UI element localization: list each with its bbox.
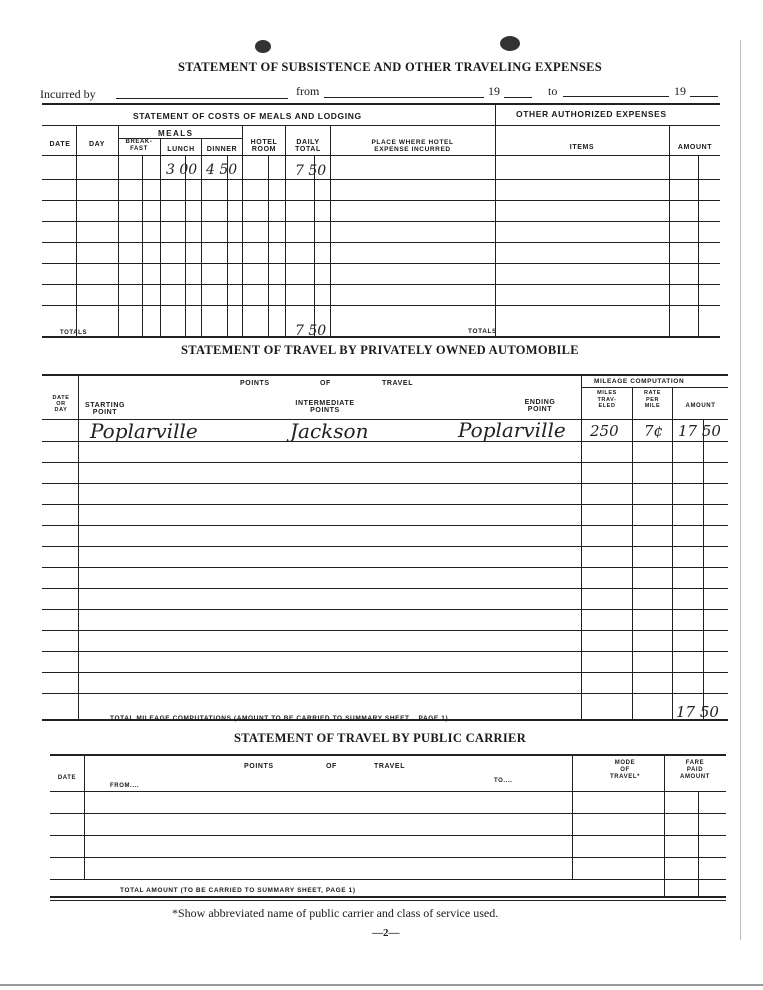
- other-expenses-title: OTHER AUTHORIZED EXPENSES: [516, 109, 667, 119]
- pc-col-mode: MODE OF TRAVEL*: [609, 760, 641, 780]
- pc-col-from: FROM....: [110, 783, 140, 789]
- scan-edge-right: [740, 40, 741, 940]
- ending-point-value: Poplarville: [458, 418, 566, 442]
- public-section-title: STATEMENT OF TRAVEL BY PUBLIC CARRIER: [233, 731, 527, 745]
- incurred-by-label: Incurred by: [40, 87, 96, 101]
- col-hotel-room: HOTEL ROOM: [250, 139, 278, 153]
- col-amount: AMOUNT: [677, 144, 713, 151]
- auto-amount-value: 17 50: [678, 422, 721, 440]
- col-day: DAY: [89, 141, 105, 148]
- auto-section-title: STATEMENT OF TRAVEL BY PRIVATELY OWNED AUTOMOBILE: [181, 343, 579, 357]
- to-label: to: [548, 84, 558, 98]
- page-number: —2—: [372, 927, 400, 939]
- from-label: from: [296, 84, 320, 98]
- mileage-computation-label: MILEAGE COMPUTATION: [594, 378, 685, 385]
- form-title: STATEMENT OF SUBSISTENCE AND OTHER TRAVELING EXPENSES: [177, 60, 603, 74]
- col-items: ITEMS: [569, 144, 595, 151]
- col-dinner: DINNER: [206, 146, 238, 153]
- of-label: OF: [320, 380, 331, 387]
- col-place: PLACE WHERE HOTEL EXPENSE INCURRED: [371, 139, 454, 153]
- points-label: POINTS: [240, 380, 270, 387]
- total-mileage-value: 17 50: [676, 703, 719, 721]
- pc-of-label: OF: [326, 763, 337, 770]
- totals-value: 7 50: [295, 323, 327, 339]
- totals-label: TOTALS: [60, 330, 88, 336]
- pc-col-to: TO....: [494, 778, 513, 784]
- col-breakfast: BREAK- FAST: [125, 139, 153, 152]
- rate-value: 7¢: [644, 422, 664, 440]
- meals-group-label: MEALS: [158, 129, 194, 138]
- total-mileage-label: TOTAL MILEAGE COMPUTATIONS (AMOUNT TO BE CARRIED TO SUMMARY SHEET....PAGE 1): [110, 715, 449, 722]
- auto-col-ending: ENDING POINT: [524, 399, 556, 413]
- pc-points-label: POINTS: [244, 763, 274, 770]
- pc-travel-label: TRAVEL: [374, 763, 406, 770]
- stamp-mark-left: [255, 40, 271, 53]
- auto-col-starting: STARTING POINT: [84, 402, 126, 416]
- col-date: DATE: [49, 141, 71, 148]
- lunch-value: 3 00: [166, 162, 198, 178]
- footer-note: *Show abbreviated name of public carrier and class of service used.: [172, 906, 499, 920]
- pc-col-fare: FARE PAID AMOUNT: [680, 760, 710, 780]
- dinner-value: 4 50: [206, 162, 238, 178]
- travel-label: TRAVEL: [382, 380, 414, 387]
- scan-edge-bottom: [0, 984, 763, 986]
- daily-total-value: 7 50: [295, 163, 327, 179]
- auto-col-date: DATE OR DAY: [52, 395, 70, 413]
- auto-col-amount: AMOUNT: [685, 403, 716, 409]
- col-lunch: LUNCH: [167, 146, 195, 153]
- totals-label-right: TOTALS: [468, 328, 497, 335]
- auto-col-rate: RATE PER MILE: [644, 390, 661, 409]
- starting-point-value: Poplarville: [90, 419, 198, 443]
- pc-total-label: TOTAL AMOUNT (TO BE CARRIED TO SUMMARY SHEET, PAGE 1): [120, 887, 356, 894]
- year2-label: 19: [674, 84, 686, 98]
- auto-col-intermediate: INTERMEDIATE POINTS: [295, 400, 355, 414]
- col-daily-total: DAILY TOTAL: [295, 139, 321, 153]
- stamp-mark-right: [500, 36, 520, 51]
- auto-col-miles: MILES TRAV- ELED: [597, 390, 617, 409]
- meals-section-title: STATEMENT OF COSTS OF MEALS AND LODGING: [133, 111, 362, 121]
- year1-label: 19: [488, 84, 500, 98]
- pc-col-date: DATE: [57, 775, 77, 781]
- intermediate-point-value: Jackson: [290, 419, 369, 443]
- miles-value: 250: [590, 422, 619, 440]
